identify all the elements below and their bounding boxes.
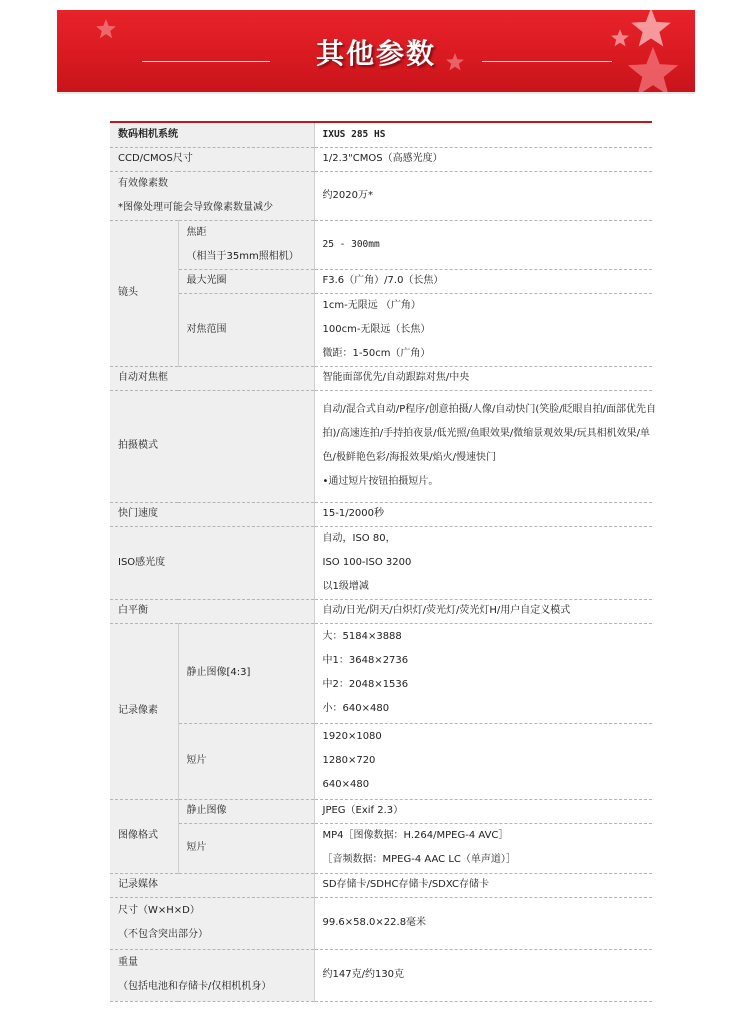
spec-label: 自动对焦框 — [110, 366, 314, 390]
table-row — [110, 366, 652, 390]
spec-group-label: 记录像素 — [110, 623, 178, 799]
spec-value: 智能面部优先/自动跟踪对焦/中央 — [314, 366, 652, 390]
spec-sublabel: 静止图像 — [178, 799, 314, 823]
spec-label: 尺寸（W×H×D） （不包含突出部分） — [110, 897, 314, 949]
spec-sublabel: 静止图像[4:3] — [178, 623, 314, 723]
spec-label: 拍摄模式 — [110, 390, 314, 502]
spec-value: SD存储卡/SDHC存储卡/SDXC存储卡 — [314, 873, 652, 897]
table-row — [110, 390, 652, 502]
spec-label: 快门速度 — [110, 502, 314, 526]
spec-table — [110, 121, 657, 1002]
spec-group-label: 图像格式 — [110, 799, 178, 873]
table-row — [110, 122, 652, 147]
table-row — [110, 723, 652, 799]
spec-value: 约147克/约130克 — [314, 949, 652, 1001]
spec-label: 重量 （包括电池和存储卡/仅相机机身） — [110, 949, 314, 1001]
table-row — [110, 873, 652, 897]
table-row — [110, 897, 652, 949]
spec-label: CCD/CMOS尺寸 — [110, 147, 314, 171]
banner-title: 其他参数 — [315, 37, 436, 70]
spec-label: 记录媒体 — [110, 873, 314, 897]
spec-value: 1920×1080 1280×720 640×480 — [314, 723, 652, 799]
header-banner — [57, 10, 695, 92]
spec-value: IXUS 285 HS — [314, 122, 652, 147]
spec-label: 白平衡 — [110, 599, 314, 623]
table-row — [110, 147, 652, 171]
spec-value: 25 - 300mm — [314, 220, 652, 269]
table-row — [110, 293, 652, 366]
spec-label: 有效像素数 *图像处理可能会导致像素数量减少 — [110, 171, 314, 220]
spec-value: 大：5184×3888 中1：3648×2736 中2：2048×1536 小：640×480 — [314, 623, 652, 723]
table-row — [110, 502, 652, 526]
spec-group-label: 镜头 — [110, 220, 178, 366]
spec-value: 15-1/2000秒 — [314, 502, 652, 526]
spec-label: 数码相机系统 — [110, 122, 314, 147]
table-row — [110, 799, 652, 823]
table-row — [110, 171, 652, 220]
spec-value: 99.6×58.0×22.8毫米 — [314, 897, 652, 949]
table-row — [110, 623, 652, 723]
spec-label: ISO感光度 — [110, 526, 314, 599]
spec-value: 1cm-无限远 （广角） 100cm-无限远（长焦） 微距：1-50cm（广角） — [314, 293, 652, 366]
table-row — [110, 526, 652, 599]
table-row — [110, 269, 652, 293]
banner-shadow — [57, 92, 695, 94]
spec-value: 1/2.3"CMOS（高感光度） — [314, 147, 652, 171]
spec-value: JPEG（Exif 2.3） — [314, 799, 652, 823]
spec-sublabel: 短片 — [178, 823, 314, 873]
table-row — [110, 220, 652, 269]
spec-sublabel: 短片 — [178, 723, 314, 799]
spec-sublabel: 对焦范围 — [178, 293, 314, 366]
table-row — [110, 949, 652, 1001]
spec-value: F3.6（广角）/7.0（长焦） — [314, 269, 652, 293]
table-row — [110, 599, 652, 623]
spec-value: MP4［图像数据：H.264/MPEG-4 AVC］ ［音频数据：MPEG-4 AAC LC（单声道）］ — [314, 823, 652, 873]
spec-sublabel: 焦距 （相当于35mm照相机） — [178, 220, 314, 269]
spec-value: 自动，ISO 80， ISO 100-ISO 3200 以1级增减 — [314, 526, 652, 599]
spec-value: 自动/混合式自动/P程序/创意拍摄/人像/自动快门(笑脸/眨眼自拍/面部优先自 拍)/高速连拍/手持拍夜景/低光照/鱼眼效果/微缩景观效果/玩具相机效果/单 色/极鲜艳色彩/海报效果/焰火/慢速快门 •通过短片按钮拍摄短片。 — [314, 390, 652, 502]
spec-sublabel: 最大光圈 — [178, 269, 314, 293]
spec-value: 自动/日光/阴天/白炽灯/荧光灯/荧光灯H/用户自定义模式 — [314, 599, 652, 623]
spec-value: 约2020万* — [314, 171, 652, 220]
table-row — [110, 823, 652, 873]
